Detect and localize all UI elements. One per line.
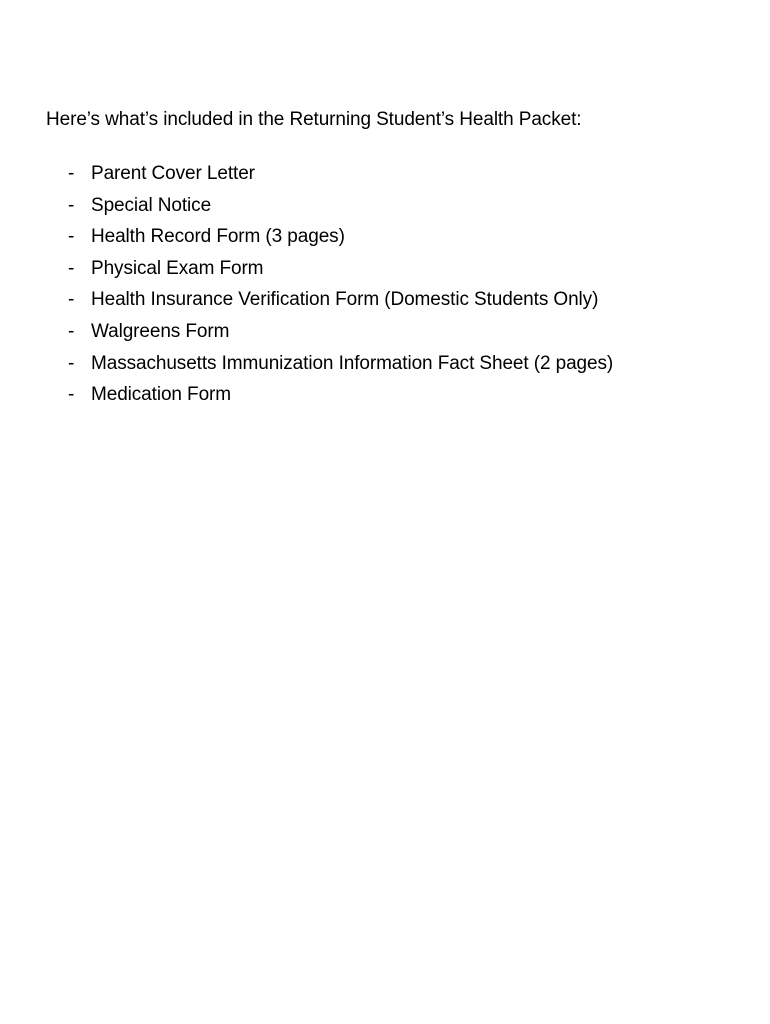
list-item-text: Walgreens Form: [91, 320, 230, 342]
list-item-text: Health Insurance Verification Form (Domestic Students Only): [91, 289, 599, 311]
bullet-dash: -: [68, 352, 75, 374]
bullet-dash: -: [68, 384, 75, 406]
list-item-text: Special Notice: [91, 194, 212, 216]
bullet-dash: -: [68, 257, 75, 279]
bullet-dash: -: [68, 194, 75, 216]
list-item-text: Parent Cover Letter: [91, 163, 255, 184]
bullet-dash: -: [68, 226, 75, 248]
list-item-text: Physical Exam Form: [91, 257, 264, 279]
bullet-dash: -: [68, 320, 75, 342]
list-item-text: Medication Form: [91, 384, 231, 406]
list-item-text: Health Record Form (3 pages): [91, 226, 345, 248]
bullet-dash: -: [68, 163, 75, 184]
packet-intro-heading: Here’s what’s included in the Returning Student’s Health Packet:: [46, 109, 582, 130]
list-item-text: Massachusetts Immunization Information Fact Sheet (2 pages): [91, 352, 614, 374]
bullet-dash: -: [68, 289, 75, 311]
